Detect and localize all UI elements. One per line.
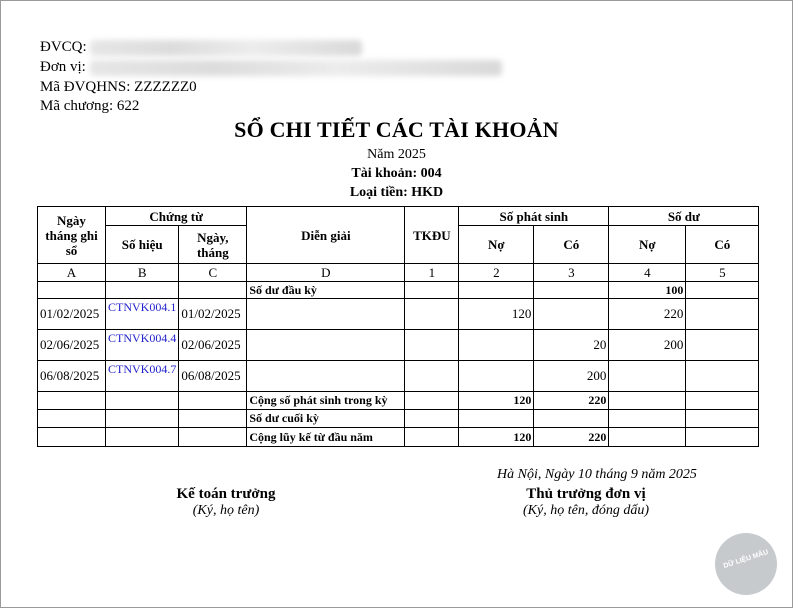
place-date: Hà Nội, Ngày 10 tháng 9 năm 2025 xyxy=(497,467,697,482)
col-label: 5 xyxy=(686,264,759,282)
watermark-stamp xyxy=(715,533,777,595)
col-label: 4 xyxy=(609,264,686,282)
chief-accountant-title: Kế toán trưởng xyxy=(176,486,276,502)
dvcq-line xyxy=(40,38,362,56)
opening-balance-no: 100 xyxy=(609,282,686,299)
total-period-label: Cộng số phát sinh trong kỳ xyxy=(247,392,405,410)
ytd-no: 120 xyxy=(459,428,534,447)
dvcq-label: ĐVCQ: xyxy=(40,39,87,55)
ma-chuong: Mã chương: 622 xyxy=(40,98,140,114)
header-voucher: Chứng từ xyxy=(106,207,247,226)
header-voucher-no: Số hiệu xyxy=(106,226,179,264)
row-bal-co xyxy=(686,299,759,330)
row-tkdu xyxy=(405,299,459,330)
donvi-line xyxy=(40,58,502,76)
row-bal-no xyxy=(609,361,686,392)
head-of-unit-note: (Ký, họ tên, đóng dấu) xyxy=(523,503,649,518)
year-line: Năm 2025 xyxy=(367,147,426,162)
row-bal-no: 220 xyxy=(609,299,686,330)
table-row xyxy=(38,361,759,392)
table-row xyxy=(38,330,759,361)
row-desc xyxy=(247,361,405,392)
row-bal-co xyxy=(686,361,759,392)
row-doc-link[interactable]: CTNVK004.1 xyxy=(106,299,179,330)
col-label: 3 xyxy=(534,264,609,282)
col-label: A xyxy=(38,264,106,282)
row-doc-date: 06/08/2025 xyxy=(179,361,247,392)
ytd-row xyxy=(38,428,759,447)
header-balance: Số dư xyxy=(609,207,759,226)
row-doc-date: 02/06/2025 xyxy=(179,330,247,361)
closing-balance-row xyxy=(38,410,759,428)
ma-dvqhns: Mã ĐVQHNS: ZZZZZZ0 xyxy=(40,79,197,95)
header-arising: Số phát sinh xyxy=(459,207,609,226)
closing-label: Số dư cuối kỳ xyxy=(247,410,405,428)
col-label: C xyxy=(179,264,247,282)
row-date: 02/06/2025 xyxy=(38,330,106,361)
row-date: 01/02/2025 xyxy=(38,299,106,330)
header-voucher-date: Ngày, tháng xyxy=(179,226,247,264)
row-doc-date: 01/02/2025 xyxy=(179,299,247,330)
row-tkdu xyxy=(405,361,459,392)
ledger-table xyxy=(37,206,759,447)
ytd-label: Cộng lũy kế từ đầu năm xyxy=(247,428,405,447)
table-row xyxy=(38,299,759,330)
header-arising-co: Có xyxy=(534,226,609,264)
chief-accountant-note: (Ký, họ tên) xyxy=(192,503,260,518)
row-date: 06/08/2025 xyxy=(38,361,106,392)
column-label-row xyxy=(38,264,759,282)
dvcq-redacted xyxy=(90,40,362,56)
header-tkdu: TKĐU xyxy=(405,207,459,264)
watermark-text: DỮ LIỆU MẪU xyxy=(722,548,770,571)
row-desc xyxy=(247,330,405,361)
col-label: B xyxy=(106,264,179,282)
row-doc-link[interactable]: CTNVK004.4 xyxy=(106,330,179,361)
row-co: 200 xyxy=(534,361,609,392)
row-bal-co xyxy=(686,330,759,361)
row-no xyxy=(459,330,534,361)
donvi-label: Đơn vị: xyxy=(40,59,86,75)
row-tkdu xyxy=(405,330,459,361)
total-period-no: 120 xyxy=(459,392,534,410)
row-no: 120 xyxy=(459,299,534,330)
row-co xyxy=(534,299,609,330)
opening-balance-row xyxy=(38,282,759,299)
head-of-unit-title: Thủ trưởng đơn vị xyxy=(526,486,646,502)
donvi-redacted xyxy=(90,60,502,76)
row-no xyxy=(459,361,534,392)
page-title: SỔ CHI TIẾT CÁC TÀI KHOẢN xyxy=(234,117,559,142)
header-balance-no: Nợ xyxy=(609,226,686,264)
col-label: D xyxy=(247,264,405,282)
total-period-co: 220 xyxy=(534,392,609,410)
total-period-row xyxy=(38,392,759,410)
header-balance-co: Có xyxy=(686,226,759,264)
header-arising-no: Nợ xyxy=(459,226,534,264)
row-bal-no: 200 xyxy=(609,330,686,361)
col-label: 1 xyxy=(405,264,459,282)
ytd-co: 220 xyxy=(534,428,609,447)
row-desc xyxy=(247,299,405,330)
row-co: 20 xyxy=(534,330,609,361)
header-desc: Diễn giải xyxy=(247,207,405,264)
account-line: Tài khoản: 004 xyxy=(351,166,442,181)
row-doc-link[interactable]: CTNVK004.7 xyxy=(106,361,179,392)
col-label: 2 xyxy=(459,264,534,282)
header-date: Ngày tháng ghi sổ xyxy=(38,207,106,264)
currency-line: Loại tiền: HKD xyxy=(349,185,444,200)
opening-label: Số dư đầu kỳ xyxy=(247,282,405,299)
